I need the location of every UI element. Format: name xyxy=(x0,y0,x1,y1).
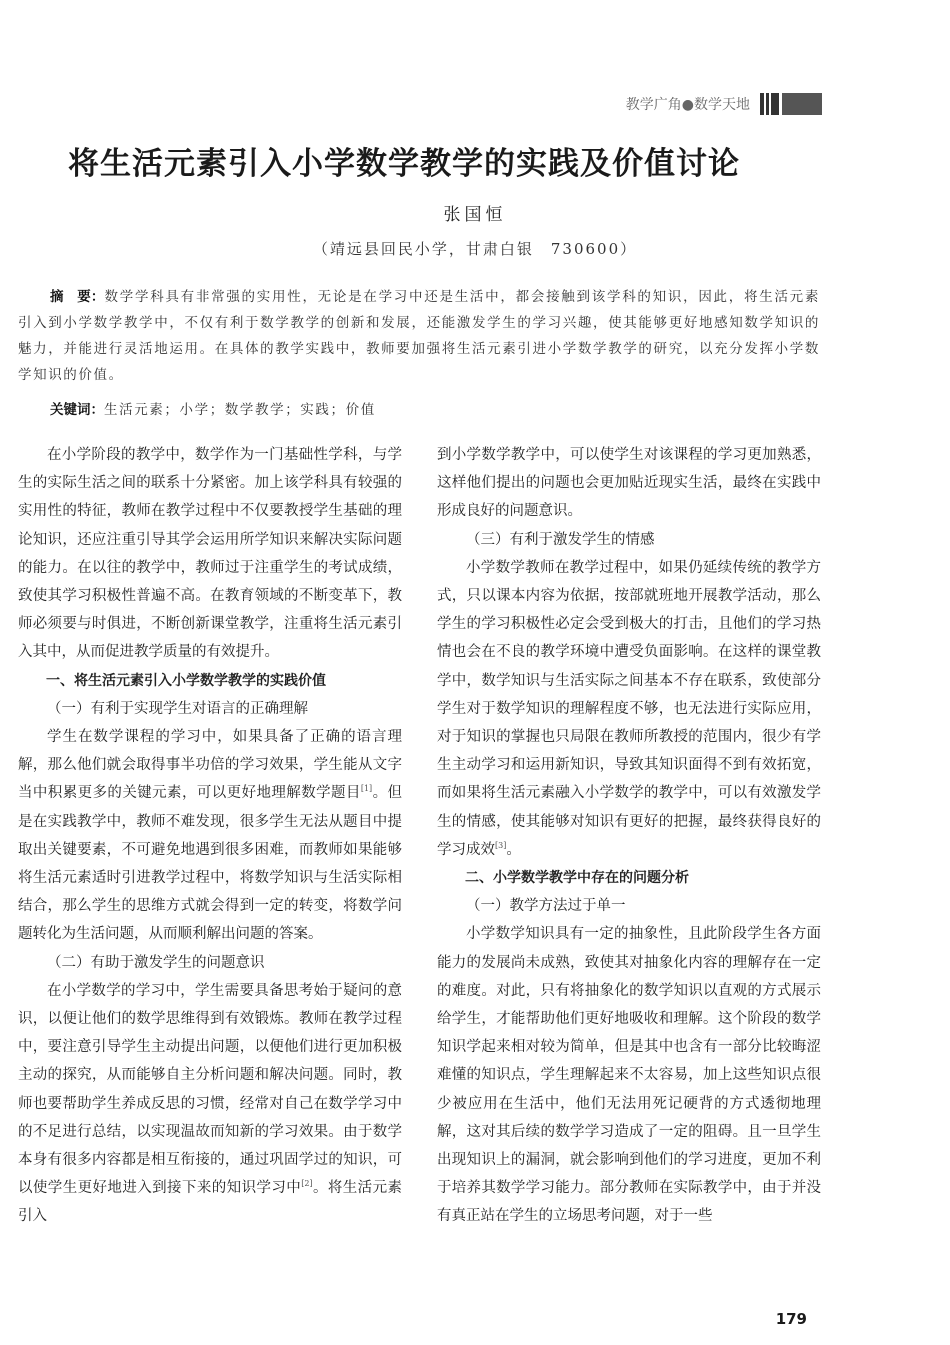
left-column xyxy=(18,441,402,1231)
subsection-heading: （二）有助于激发学生的问题意识 xyxy=(47,954,265,971)
keywords-text: 生活元素；小学；数学教学；实践；价值 xyxy=(104,402,376,418)
paragraph: 到小学数学教学中，可以使学生对该课程的学习更加熟悉，这样他们提出的问题也会更加贴近现实生活，最终在实践中形成良好的问题意识。 xyxy=(437,447,821,520)
paragraph: 小学数学教师在教学过程中，如果仍延续传统的教学方式，只以课本内容为依据，按部就班地开展教学活动，那么学生的学习积极性必定会受到极大的打击，且他们的学习热情也会在不良的教学环境中遭受负面影响。在这样的课堂教学中，数学知识与生活实际之间基本不存在联系，致使部分学生对于数学知识的理解程度不够，也无法进行实际应用，对于知识的掌握也只局限在教师所教授的范围内，很少有学生主动学习和运用新知识，导致其知识面得不到有效拓宽，而如果将生活元素融入小学数学的教学中，可以有效激发学生的情感，使其能够对知识有更好的把握，最终获得良好的学习成效[3]。 xyxy=(437,559,821,858)
citation: [2] xyxy=(301,1179,313,1189)
paragraph: 在小学阶段的教学中，数学作为一门基础性学科，与学生的实际生活之间的联系十分紧密。加上该学科具有较强的实用性的特征，教师在教学过程中不仅要教授学生基础的理论知识，还应注重引导其学会运用所学知识来解决实际问题的能力。在以往的教学中，教师过于注重学生的考试成绩，致使其学习积极性普遍不高。在教育领域的不断变革下，教师必须要与时俱进，不断创新课堂教学，注重将生活元素引入其中，从而促进教学质量的有效提升。 xyxy=(18,447,402,661)
citation: [3] xyxy=(495,841,507,851)
section-label: 教学广角●数学天地 xyxy=(625,97,750,113)
abstract-label: 摘 要： xyxy=(50,289,105,305)
section-heading: 一、将生活元素引入小学数学教学的实践价值 xyxy=(46,672,326,689)
running-header xyxy=(626,92,822,116)
paragraph: 学生在数学课程的学习中，如果具备了正确的语言理解，那么他们就会取得事半功倍的学习效果，学生能从文字当中积累更多的关键元素，可以更好地理解数学题目[1]。但是在实践教学中，教师不难发现，很多学生无法从题目中提取出关键要素，不可避免地遇到很多困难，而教师如果能够将生活元素适时引进教学过程中，将数学知识与生活实际相结合，那么学生的思维方式就会得到一定的转变，将数学问题转化为生活问题，从而顺利解出问题的答案。 xyxy=(18,729,402,943)
keywords-label: 关键词： xyxy=(50,402,104,418)
header-bar-decoration xyxy=(758,93,822,115)
abstract xyxy=(18,284,820,388)
author: 张国恒 xyxy=(443,205,507,225)
affiliation: （靖远县回民小学，甘肃白银 730600） xyxy=(312,240,638,258)
citation: [1] xyxy=(360,784,373,794)
paragraph: 小学数学知识具有一定的抽象性，且此阶段学生各方面能力的发展尚未成熟，致使其对抽象化内容的理解存在一定的难度。对此，只有将抽象化的数学知识以直观的方式展示给学生，才能帮助他们更好地吸收和理解。这个阶段的数学知识学起来相对较为简单，但是其中也含有一部分比较晦涩难懂的知识点，学生理解起来不太容易，加上这些知识点很少被应用在生活中，他们无法用死记硬背的方式透彻地理解，这对其后续的数学学习造成了一定的阻碍。且一旦学生出现知识上的漏洞，就会影响到他们的学习进度，更加不利于培养其数学学习能力。部分教师在实际教学中，由于并没有真正站在学生的立场思考问题，对于一些 xyxy=(437,926,821,1225)
article-title: 将生活元素引入小学数学教学的实践及价值讨论 xyxy=(68,146,740,182)
page-number: 179 xyxy=(775,1310,807,1328)
paragraph: 在小学数学的学习中，学生需要具备思考始于疑问的意识，以便让他们的数学思维得到有效锻炼。教师在教学过程中，要注意引导学生主动提出问题，以便他们进行更加积极主动的探究，从而能够自主分析问题和解决问题。同时，教师也要帮助学生养成反思的习惯，经常对自己在数学学习中的不足进行总结，以实现温故而知新的学习效果。由于数学本身有很多内容都是相互衔接的，通过巩固学过的知识，可以使学生更好地进入到接下来的知识学习中[2]。将生活元素引入 xyxy=(18,982,402,1225)
section-heading: 二、小学数学教学中存在的问题分析 xyxy=(465,870,689,887)
subsection-heading: （一）教学方法过于单一 xyxy=(466,898,626,915)
right-column xyxy=(437,441,821,1231)
keywords xyxy=(50,398,376,418)
subsection-heading: （三）有利于激发学生的情感 xyxy=(466,531,655,548)
subsection-heading: （一）有利于实现学生对语言的正确理解 xyxy=(47,700,308,717)
abstract-text: 数学学科具有非常强的实用性，无论是在学习中还是生活中，都会接触到该学科的知识，因此，将生活元素引入到小学数学教学中，不仅有利于数学教学的创新和发展，还能激发学生的学习兴趣，使其能够更好地感知数学知识的魅力，并能进行灵活地运用。在具体的教学实践中，教师要加强将生活元素引进小学数学教学的研究，以充分发挥小学数学知识的价值。 xyxy=(18,289,821,383)
